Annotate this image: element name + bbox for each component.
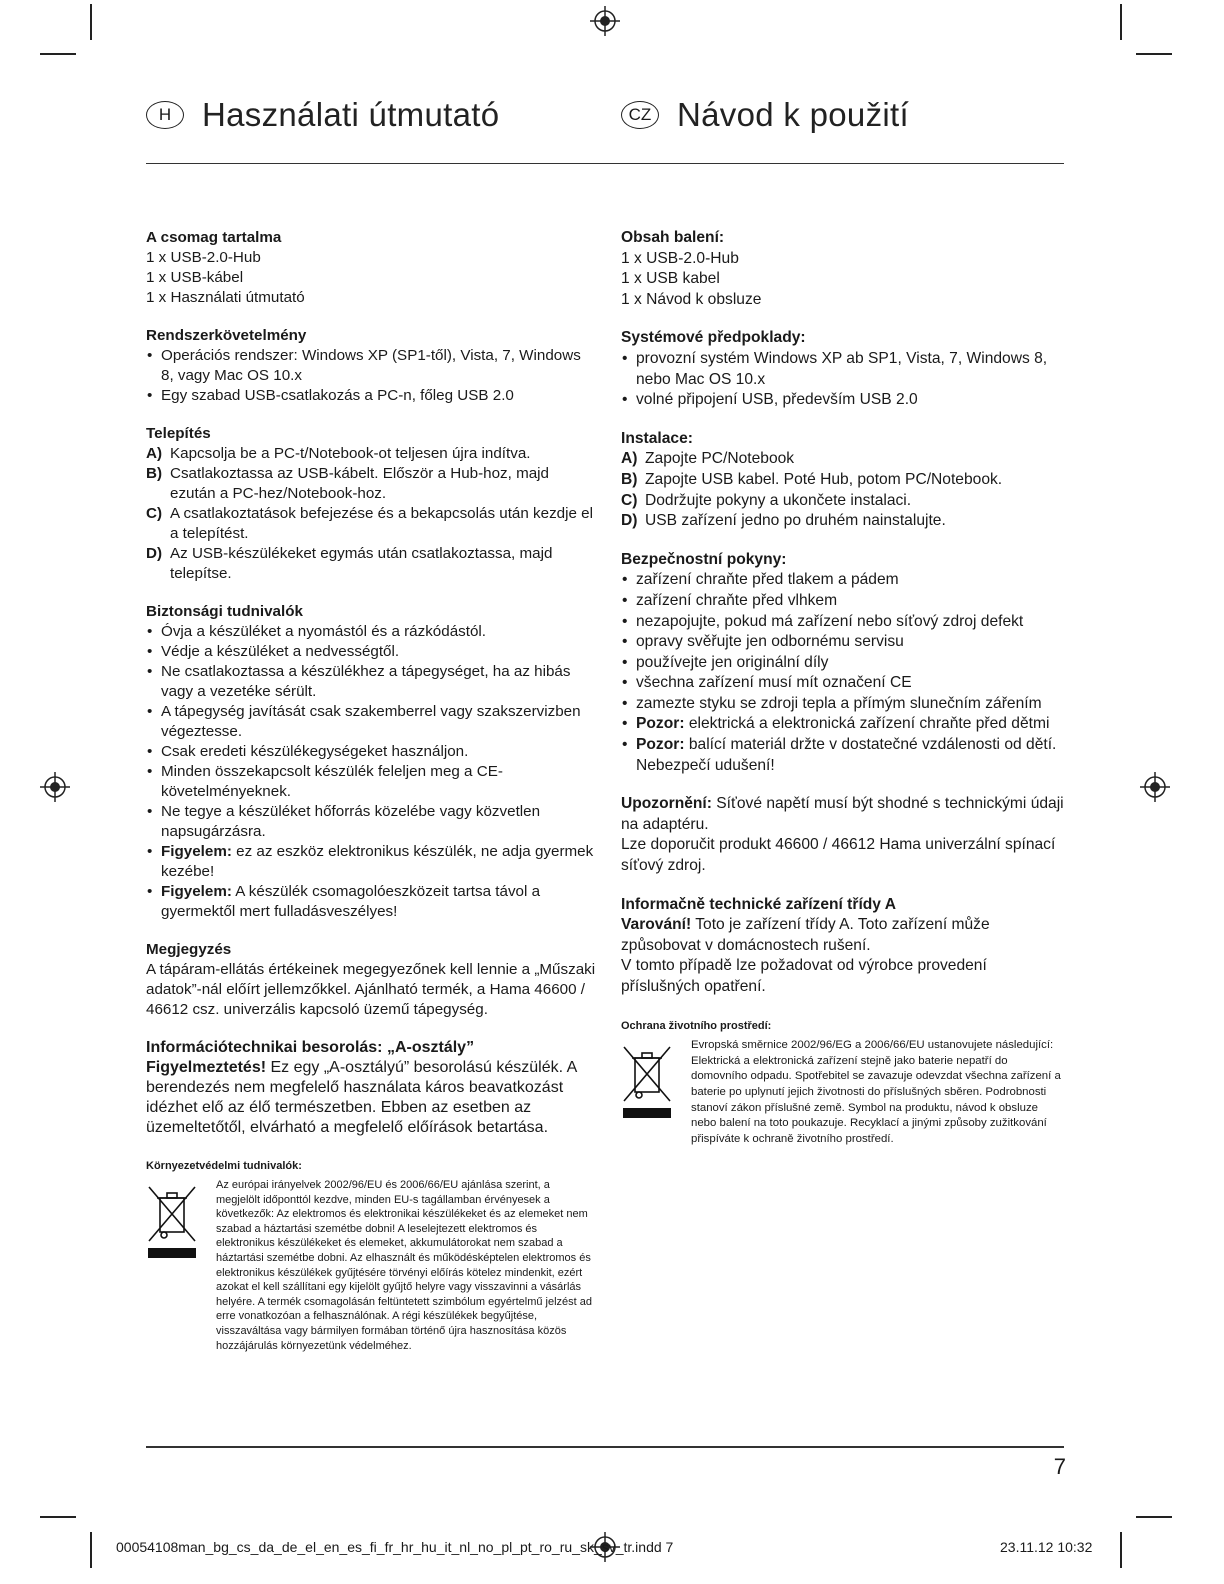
class-a-text: Figyelmeztetés! Ez egy „A-osztályú” besorolású készülék. A berendezés nem megfelelő használata káros beavatkozást idézhet elő az élő természetben. Ebben az esetben az üzemeltetőtől, elvárható a megfelelő előírások betartása. — [146, 1059, 577, 1136]
list-item: • Egy szabad USB-csatlakozás a PC-n, főleg USB 2.0 — [146, 386, 596, 406]
section-heading: A csomag tartalma — [146, 229, 282, 246]
crop-mark — [40, 1516, 76, 1518]
list-item: • Csak eredeti készülékegységeket használjon. — [146, 742, 596, 762]
class-a-text: Varování! Toto je zařízení třídy A. Toto zařízení může způsobovat v domácnostech rušení. — [621, 916, 990, 954]
section-heading: Ochrana životního prostředí: — [621, 1019, 772, 1032]
list-item: • používejte jen originální díly — [621, 653, 1066, 674]
section-heading: Obsah balení: — [621, 229, 725, 246]
note-text: Lze doporučit produkt 46600 / 46612 Hama univerzální spínací síťový zdroj. — [621, 836, 1056, 875]
section-heading: Bezpečnostní pokyny: — [621, 550, 787, 568]
crop-mark — [1120, 4, 1122, 40]
language-badge: CZ — [621, 101, 659, 129]
note-text: A tápáram-ellátás értékeinek megegyezőnek kell lennie a „Műszaki adatok”-nál előírt jellemzőkkel. Ajánlható termék, a Hama 46600 / 46612 csz. univerzális kapcsoló üzemű tápegység. — [146, 961, 596, 1018]
note-text: Upozornění: Síťové napětí musí být shodné s technickými údaji na adaptéru. — [621, 795, 1064, 833]
footer-filename: 00054108man_bg_cs_da_de_el_en_es_fi_fr_hr_hu_it_nl_no_pl_pt_ro_ru_sk_sv_tr.indd 7 — [116, 1539, 674, 1555]
registration-mark-icon — [590, 6, 620, 36]
section-install — [621, 429, 1066, 532]
list-item: • opravy svěřujte jen odbornému servisu — [621, 632, 1066, 653]
list-item: • Óvja a készüléket a nyomástól és a rázkódástól. — [146, 622, 596, 642]
list-item: • Figyelem: A készülék csomagolóeszközeit tartsa távol a gyermektől mert fulladásveszélyes! — [146, 882, 596, 922]
package-line: 1 x USB kabel — [621, 270, 720, 288]
section-heading: Környezetvédelmi tudnivalók: — [146, 1160, 302, 1172]
section-requirements — [146, 326, 596, 406]
section-safety — [146, 602, 596, 922]
header-hu — [146, 96, 499, 134]
page-number: 7 — [1053, 1454, 1066, 1479]
crop-mark — [1136, 1516, 1172, 1518]
weee-bin-icon — [146, 1184, 198, 1260]
list-item: • provozní systém Windows XP ab SP1, Vista, 7, Windows 8, nebo Mac OS 10.x — [621, 349, 1066, 390]
list-item: • Operációs rendszer: Windows XP (SP1-től), Vista, 7, Windows 8, vagy Mac OS 10.x — [146, 346, 596, 386]
section-install — [146, 424, 596, 584]
list-item: • zařízení chraňte před vlhkem — [621, 591, 1066, 612]
section-heading: Telepítés — [146, 425, 211, 442]
environment-text: Evropská směrnice 2002/96/EG a 2006/66/EU ustanovujete následující: Elektrická a elektronická zařízení stejně jako baterie nepatří do domovního odpadu. Spotřebitel se zavazuje odevzdat všechna zařízení a baterie po uplynutí jejich životnosti do příslušných sběren. Podrobnosti stanoví zákon příslušné země. Symbol na produktu, návod k obsluze nebo balení na toto poukazuje. Recyklací a jinými způsoby zužitkování přispíváte k ochraně životního prostředí. — [691, 1039, 1061, 1145]
list-item: • volné připojení USB, především USB 2.0 — [621, 390, 1066, 411]
section-heading: Instalace: — [621, 429, 693, 447]
section-heading: Informačně technické zařízení třídy A — [621, 895, 896, 913]
list-item: • Minden összekapcsolt készülék feleljen meg a CE-követelményeknek. — [146, 762, 596, 802]
package-line: 1 x USB-kábel — [146, 269, 244, 286]
header-cz — [621, 96, 909, 134]
install-step: D) USB zařízení jedno po druhém nainstalujte. — [621, 512, 946, 530]
install-step: C) Dodržujte pokyny a ukončete instalaci. — [621, 491, 912, 509]
section-heading: Információtechnikai besorolás: „A-osztály” — [146, 1039, 475, 1056]
list-item: • A tápegység javítását csak szakemberrel vagy szakszervizben végeztesse. — [146, 702, 596, 742]
weee-bin-icon — [621, 1044, 673, 1120]
language-badge: H — [146, 101, 184, 129]
crop-mark — [40, 53, 76, 55]
list-item: • Figyelem: ez az eszköz elektronikus készülék, ne adja gyermek kezébe! — [146, 842, 596, 882]
install-step: A) Kapcsolja be a PC-t/Notebook-ot teljesen újra indítva. — [146, 445, 531, 462]
crop-mark — [90, 1532, 92, 1568]
package-line: 1 x USB-2.0-Hub — [621, 249, 739, 267]
registration-mark-icon — [1140, 772, 1170, 802]
header-rule — [146, 163, 1064, 164]
crop-mark — [1136, 53, 1172, 55]
install-step: B) Csatlakoztassa az USB-kábelt. Először a Hub-hoz, majd ezután a PC-hez/Notebook-hoz. — [146, 465, 550, 502]
list-item: • nezapojujte, pokud má zařízení nebo síťový zdroj defekt — [621, 612, 1066, 633]
section-note — [146, 940, 596, 1020]
section-environment — [621, 1016, 1066, 1148]
install-step: C) A csatlakoztatások befejezése és a bekapcsolás után kezdje el a telepítést. — [146, 505, 593, 542]
page-title: Használati útmutató — [202, 96, 500, 133]
package-line: 1 x Használati útmutató — [146, 289, 305, 306]
install-step: D) Az USB-készülékeket egymás után csatlakoztassa, majd telepítse. — [146, 545, 553, 582]
list-item: • zařízení chraňte před tlakem a pádem — [621, 570, 1066, 591]
section-environment — [146, 1156, 596, 1353]
package-line: 1 x Návod k obsluze — [621, 290, 762, 308]
list-item: • Védje a készüléket a nedvességtől. — [146, 642, 596, 662]
page-title: Návod k použití — [677, 96, 909, 133]
section-class-a — [621, 895, 1066, 998]
section-heading: Biztonsági tudnivalók — [146, 603, 303, 620]
section-package — [146, 228, 596, 308]
registration-mark-icon — [40, 772, 70, 802]
section-heading: Systémové předpoklady: — [621, 329, 806, 347]
class-a-text: V tomto případě lze požadovat od výrobce provedení příslušných opatření. — [621, 957, 987, 995]
install-step: B) Zapojte USB kabel. Poté Hub, potom PC/Notebook. — [621, 470, 1003, 488]
section-heading: Megjegyzés — [146, 941, 232, 958]
column-cz — [621, 228, 1066, 1147]
package-line: 1 x USB-2.0-Hub — [146, 249, 261, 266]
list-item: • zamezte styku se zdroji tepla a přímým slunečním zářením — [621, 694, 1066, 715]
footer-date: 23.11.12 10:32 — [1000, 1539, 1093, 1555]
section-package — [621, 228, 1066, 310]
list-item: • Ne tegye a készüléket hőforrás közelébe vagy közvetlen napsugárzásra. — [146, 802, 596, 842]
environment-text: Az európai irányelvek 2002/96/EU és 2006/66/EU ajánlása szerint, a megjelölt időponttól kezdve, minden EU-s tagállamban érvényesek a következők: Az elektromos és elektronikai készülékeket és az elemeket nem szabad a háztartási szemétbe dobni! A leselejtezett elektromos és elektronikus készülékeket és elemeket, akkumulátorokat nem szabad a háztartási szemétbe dobni. Az elhasznált és működésképtelen elektromos és elektronikus készülékek gyűjtésére törvényi előírás kötelez mindenkit, ezért azokat el kell szállítani egy kijelölt gyűjtő helyre vagy visszavinni a vásárlás helyére. A termék csomagolásán feltüntetett szimbólum egyértelmű jelzést ad erre vonatkozóan a felhasználónak. A régi készülékek begyűjtése, visszaváltása vagy bármilyen formában történő újra hasznosítása közös hozzájárulás környezetünk védelméhez. — [216, 1179, 593, 1352]
list-item: • Pozor: elektrická a elektronická zařízení chraňte před dětmi — [621, 714, 1066, 735]
list-item: • Pozor: balící materiál držte v dostatečné vzdálenosti od dětí. Nebezpečí udušení! — [621, 735, 1066, 776]
section-heading: Rendszerkövetelmény — [146, 327, 307, 344]
section-requirements — [621, 328, 1066, 410]
crop-mark — [90, 4, 92, 40]
section-safety — [621, 550, 1066, 777]
crop-mark — [1120, 1532, 1122, 1568]
section-class-a — [146, 1038, 596, 1138]
list-item: • Ne csatlakoztassa a készülékhez a tápegységet, ha az hibás vagy a vezetéke sérült. — [146, 662, 596, 702]
install-step: A) Zapojte PC/Notebook — [621, 450, 795, 468]
column-hu — [146, 228, 596, 1353]
list-item: • všechna zařízení musí mít označení CE — [621, 673, 1066, 694]
footer-rule — [146, 1446, 1064, 1448]
section-note — [621, 794, 1066, 876]
